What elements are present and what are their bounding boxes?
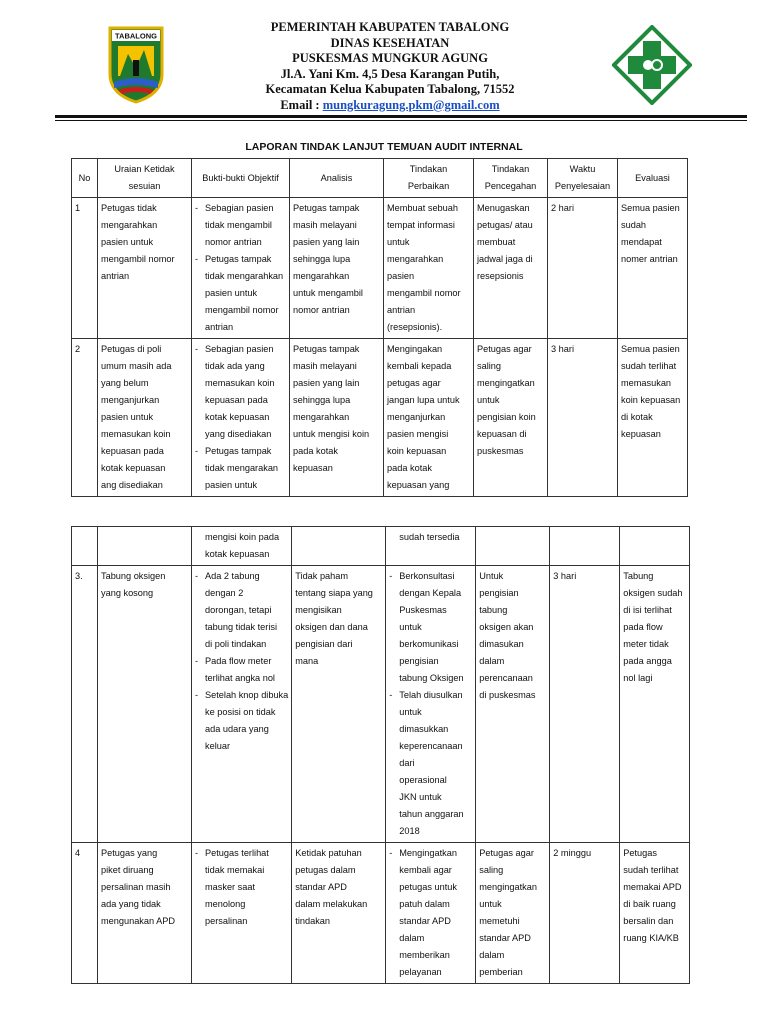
bullet-line: mengisi koin pada: [205, 532, 280, 542]
bullet-item: [195, 529, 288, 563]
cell-line: Petugas agar: [479, 848, 534, 858]
cell-line: mengisikan: [295, 605, 342, 615]
cell-line: petugas dalam: [295, 865, 356, 875]
cell-pencegahan: [474, 339, 548, 497]
cell-line: oksigen akan: [479, 622, 534, 632]
cell-line: Tabung: [623, 571, 654, 581]
audit-table-part-2: [71, 526, 690, 984]
bullet-line: petugas untuk: [399, 882, 457, 892]
cell-line: memasukan: [621, 378, 672, 388]
cell-line: pasien untuk: [101, 412, 154, 422]
col-header-waktu: Waktu Penyelesaian: [548, 159, 618, 198]
email-label: Email :: [280, 97, 323, 112]
cell-line: di baik ruang: [623, 899, 676, 909]
col-header-perbaikan: Tindakan Perbaikan: [384, 159, 474, 198]
cell-line: untuk: [387, 237, 410, 247]
letterhead-line: DINAS KESEHATAN: [330, 35, 450, 50]
cell-line: piket diruang: [101, 865, 154, 875]
cell-line: Menugaskan: [477, 203, 530, 213]
cell-line: kepuasan pada: [101, 446, 164, 456]
cell-perbaikan: [384, 198, 474, 339]
table-row: [72, 566, 690, 843]
cell-line: Petugas di poli: [101, 344, 162, 354]
bullet-line: antrian: [205, 322, 234, 332]
cell-line: ruang KIA/KB: [623, 933, 679, 943]
cell-line: Ketidak patuhan: [295, 848, 362, 858]
cell-line: kepuasan: [293, 463, 333, 473]
cell-uraian: [98, 339, 192, 497]
cell-line: mengarahkan: [293, 271, 350, 281]
cell-line: sudah: [621, 220, 647, 230]
letterhead-line: PUSKESMAS MUNGKUR AGUNG: [292, 51, 488, 65]
cell-line: mengingatkan: [479, 882, 537, 892]
cell-line: saling: [479, 865, 504, 875]
bullet-item: [195, 200, 286, 251]
bullet-line: mengambil nomor: [205, 305, 279, 315]
cell-line: mana: [295, 656, 319, 666]
bullet-line: Pada flow meter: [205, 656, 272, 666]
cell-line: dalam melakukan: [295, 899, 368, 909]
cell-uraian: [98, 566, 192, 843]
cell-line: sehingga lupa: [293, 254, 351, 264]
cell-uraian: [98, 198, 192, 339]
cell-line: meter tidak: [623, 639, 669, 649]
cell-line: di puskesmas: [479, 690, 536, 700]
letterhead-line: PEMERINTAH KABUPATEN TABALONG: [270, 20, 510, 34]
bullet-line: Petugas tampak: [205, 254, 272, 264]
cell-line: pasien yang lain: [293, 237, 360, 247]
cell-no: 3.: [72, 566, 98, 843]
bullet-dash: -: [195, 690, 199, 700]
cell-line: Petugas tidak: [101, 203, 157, 213]
bullet-line: untuk: [399, 622, 422, 632]
cell-waktu: 2 hari: [548, 198, 618, 339]
cell-line: umum masih ada: [101, 361, 172, 371]
cell-line: Petugas tampak: [293, 203, 360, 213]
cell-line: Tidak paham: [295, 571, 349, 581]
cell-line: sehingga lupa: [293, 395, 351, 405]
cell-line: kepuasan di: [477, 429, 527, 439]
cell-line: Petugas: [623, 848, 657, 858]
cell-uraian: [98, 843, 192, 984]
bullet-line: tabung tidak terisi: [205, 622, 278, 632]
cell-analisis: [292, 843, 386, 984]
cell-line: memetuhi: [479, 916, 520, 926]
bullet-line: tidak mengambil: [205, 220, 272, 230]
cell-bukti: [192, 527, 292, 566]
bullet-item: [195, 653, 288, 687]
bullet-line: pasien untuk: [205, 480, 258, 490]
tabalong-crest-logo: [106, 24, 166, 104]
bullet-line: kotak kepuasan: [205, 412, 270, 422]
col-header-pencegahan: Tindakan Pencegahan: [474, 159, 548, 198]
col-header-analisis: Analisis: [290, 159, 384, 198]
cell-line: pasien: [387, 271, 415, 281]
bullet-dash: -: [389, 848, 393, 858]
cell-line: jangan lupa untuk: [387, 395, 460, 405]
cell-analisis: [292, 566, 386, 843]
col-header-bukti: Bukti-bukti Objektif: [192, 159, 290, 198]
cell-line: Untuk: [479, 571, 504, 581]
cell-line: mengunakan APD: [101, 916, 176, 926]
cell-line: pengisian koin: [477, 412, 536, 422]
letterhead-rule-thick: [55, 115, 747, 118]
bullet-item: [195, 568, 288, 653]
cell-line: pada flow: [623, 622, 663, 632]
bullet-line: pelayanan: [399, 967, 442, 977]
cell-line: nol lagi: [623, 673, 653, 683]
bullet-line: tidak ada yang: [205, 361, 265, 371]
cell-pencegahan: [474, 198, 548, 339]
cell-line: mengarahkan: [101, 220, 158, 230]
col-header-uraian: Uraian Ketidak sesuian: [98, 159, 192, 198]
col-header-evaluasi: Evaluasi: [618, 159, 688, 198]
cell-line: perencanaan: [479, 673, 533, 683]
cell-line: mengingatkan: [477, 378, 535, 388]
cell-waktu: 3 hari: [548, 339, 618, 497]
cell-line: menganjurkan: [101, 395, 160, 405]
cell-line: koin kepuasan: [621, 395, 681, 405]
bullet-line: terlihat angka nol: [205, 673, 275, 683]
bullet-item: [195, 341, 286, 443]
cell-perbaikan: [386, 527, 476, 566]
cell-evaluasi: [618, 198, 688, 339]
cell-line: kembali kepada: [387, 361, 452, 371]
table-header-row: [72, 159, 688, 198]
cell-line: untuk: [477, 395, 500, 405]
cell-line: yang kosong: [101, 588, 154, 598]
cell-line: kepuasan yang: [387, 480, 450, 490]
cell-line: puskesmas: [477, 446, 524, 456]
cell-line: kepuasan: [621, 429, 661, 439]
bullet-dash: -: [195, 656, 199, 666]
bullet-line: dalam: [399, 933, 425, 943]
bullet-line: Berkonsultasi: [399, 571, 455, 581]
bullet-dash: -: [195, 344, 199, 354]
bullet-line: ke posisi on tidak: [205, 707, 276, 717]
bullet-dash: -: [389, 571, 393, 581]
cell-line: antrian: [101, 271, 130, 281]
cell-pencegahan: [476, 843, 550, 984]
bullet-line: Petugas terlihat: [205, 848, 269, 858]
bullet-line: Sebagian pasien: [205, 344, 274, 354]
cell-line: membuat: [477, 237, 516, 247]
bullet-line: nomor antrian: [205, 237, 262, 247]
cell-line: koin kepuasan: [387, 446, 447, 456]
bullet-item: [195, 687, 288, 755]
bullet-line: tahun anggaran: [399, 809, 464, 819]
cell-line: Mengingakan: [387, 344, 443, 354]
bullet-line: standar APD: [399, 916, 451, 926]
bullet-line: yang disediakan: [205, 429, 272, 439]
cell-evaluasi: [620, 527, 690, 566]
bullet-item: [389, 845, 472, 981]
cell-line: tentang siapa yang: [295, 588, 373, 598]
bullet-line: pasien untuk: [205, 288, 258, 298]
cell-line: ada yang tidak: [101, 899, 161, 909]
cell-line: di kotak: [621, 412, 653, 422]
cell-line: petugas/ atau: [477, 220, 533, 230]
cell-line: kotak kepuasan: [101, 463, 166, 473]
cell-line: pada kotak: [387, 463, 432, 473]
cell-evaluasi: [620, 566, 690, 843]
cell-line: sudah terlihat: [623, 865, 679, 875]
bullet-line: ada udara yang: [205, 724, 269, 734]
cell-perbaikan: [386, 566, 476, 843]
bullet-item: [389, 687, 472, 840]
letterhead-line: Jl.A. Yani Km. 4,5 Desa Karangan Putih,: [280, 66, 500, 81]
bullet-line: kembali agar: [399, 865, 452, 875]
table-row: [72, 198, 688, 339]
bullet-line: pengisian: [399, 656, 439, 666]
cell-perbaikan: [384, 339, 474, 497]
cell-bukti: [192, 566, 292, 843]
cell-line: Semua pasien: [621, 203, 680, 213]
document-title: LAPORAN TINDAK LANJUT TEMUAN AUDIT INTERNAL: [245, 141, 523, 153]
bullet-line: dorongan, tetapi: [205, 605, 272, 615]
bullet-line: dari: [399, 758, 415, 768]
cell-line: (resepsionis).: [387, 322, 443, 332]
cell-line: pada kotak: [293, 446, 338, 456]
cell-line: Petugas agar: [477, 344, 532, 354]
crest-text: TABALONG: [115, 31, 157, 41]
cell-line: tabung: [479, 605, 508, 615]
cell-line: memasukan koin: [101, 429, 171, 439]
cell-analisis: [290, 339, 384, 497]
puskesmas-logo: [612, 25, 692, 105]
bullet-item: [195, 251, 286, 336]
letterhead: [200, 20, 580, 113]
cell-line: masih melayani: [293, 361, 357, 371]
bullet-dash: -: [195, 848, 199, 858]
letterhead-rule-thin: [55, 120, 747, 121]
cell-perbaikan: [386, 843, 476, 984]
cell-line: mendapat: [621, 237, 662, 247]
cell-no: [72, 527, 98, 566]
cell-line: dimasukan: [479, 639, 524, 649]
cell-line: pemberian: [479, 967, 523, 977]
cell-line: jadwal jaga di: [477, 254, 533, 264]
cell-no: 4: [72, 843, 98, 984]
bullet-line: kepuasan pada: [205, 395, 268, 405]
bullet-line: Mengingatkan: [399, 848, 457, 858]
bullet-line: dimasukkan: [399, 724, 449, 734]
bullet-line: di poli tindakan: [205, 639, 267, 649]
cell-no: 2: [72, 339, 98, 497]
cell-line: oksigen dan dana: [295, 622, 368, 632]
cell-line: ang disediakan: [101, 480, 163, 490]
cell-evaluasi: [620, 843, 690, 984]
cell-line: pada angga: [623, 656, 672, 666]
cell-line: untuk mengisi koin: [293, 429, 370, 439]
bullet-dash: -: [389, 690, 393, 700]
cell-line: pasien mengisi: [387, 429, 449, 439]
cell-waktu: 2 minggu: [550, 843, 620, 984]
cell-line: Petugas yang: [101, 848, 158, 858]
cell-line: pengisian: [479, 588, 519, 598]
cell-line: mengambil nomor: [101, 254, 175, 264]
table-row: [72, 527, 690, 566]
cell-line: standar APD: [295, 882, 347, 892]
bullet-line: berkomunikasi: [399, 639, 459, 649]
bullet-dash: -: [195, 254, 199, 264]
audit-table-part-1: [71, 158, 688, 497]
bullet-line: tidak mengarakan: [205, 463, 279, 473]
bullet-line: Setelah knop dibuka: [205, 690, 289, 700]
bullet-item: [195, 443, 286, 494]
cell-line: nomor antrian: [293, 305, 350, 315]
bullet-line: Telah diusulkan: [399, 690, 463, 700]
cell-line: sudah terlihat: [621, 361, 677, 371]
letterhead-line: Kecamatan Kelua Kabupaten Tabalong, 71552: [265, 82, 515, 96]
cell-uraian: [98, 527, 192, 566]
cell-line: di isi terlihat: [623, 605, 672, 615]
cell-pencegahan: [476, 566, 550, 843]
bullet-line: Sebagian pasien: [205, 203, 274, 213]
cell-line: nomer antrian: [621, 254, 678, 264]
cell-line: persalinan masih: [101, 882, 171, 892]
cell-waktu: [550, 527, 620, 566]
bullet-line: tidak mengarahkan: [205, 271, 284, 281]
bullet-line: Petugas tampak: [205, 446, 272, 456]
bullet-line: patuh dalam: [399, 899, 450, 909]
bullet-line: tidak memakai: [205, 865, 265, 875]
bullet-line: kotak kepuasan: [205, 549, 270, 559]
cell-line: pasien untuk: [101, 237, 154, 247]
bullet-line: menolong: [205, 899, 246, 909]
bullet-line: 2018: [399, 826, 420, 836]
bullet-dash: -: [195, 446, 199, 456]
cell-line: antrian: [387, 305, 416, 315]
bullet-line: masker saat: [205, 882, 256, 892]
bullet-line: dengan 2: [205, 588, 244, 598]
email-link[interactable]: mungkuragung.pkm@gmail.com: [322, 97, 500, 112]
cell-line: saling: [477, 361, 502, 371]
bullet-line: operasional: [399, 775, 447, 785]
bullet-item: [195, 845, 288, 930]
cell-evaluasi: [618, 339, 688, 497]
bullet-line: dengan Kepala: [399, 588, 462, 598]
cell-line: menganjurkan: [387, 412, 446, 422]
cell-line: untuk: [479, 899, 502, 909]
cell-line: Semua pasien: [621, 344, 680, 354]
cell-line: oksigen sudah: [623, 588, 683, 598]
cell-line: mengambil nomor: [387, 288, 461, 298]
table-row: [72, 843, 690, 984]
cell-line: Tabung oksigen: [101, 571, 166, 581]
cell-line: yang belum: [101, 378, 149, 388]
cell-line: standar APD: [479, 933, 531, 943]
cell-pencegahan: [476, 527, 550, 566]
bullet-line: Ada 2 tabung: [205, 571, 260, 581]
bullet-line: tabung Oksigen: [399, 673, 464, 683]
cell-line: tindakan: [295, 916, 331, 926]
bullet-item: [389, 568, 472, 687]
bullet-line: keluar: [205, 741, 231, 751]
bullet-dash: -: [195, 203, 199, 213]
cell-bukti: [192, 843, 292, 984]
bullet-line: Puskesmas: [399, 605, 447, 615]
cell-line: pengisian dari: [295, 639, 353, 649]
cell-bukti: [192, 198, 290, 339]
cell-line: Petugas tampak: [293, 344, 360, 354]
cell-line: bersalin dan: [623, 916, 674, 926]
cell-analisis: [292, 527, 386, 566]
cell-line: tempat informasi: [387, 220, 455, 230]
cell-line: petugas agar: [387, 378, 441, 388]
cell-line: dalam: [479, 656, 505, 666]
bullet-dash: -: [195, 571, 199, 581]
cell-line: untuk mengambil: [293, 288, 363, 298]
table-row: [72, 339, 688, 497]
col-header-no: No: [72, 159, 98, 198]
cell-line: masih melayani: [293, 220, 357, 230]
cell-line: Membuat sebuah: [387, 203, 458, 213]
cell-line: pasien yang lain: [293, 378, 360, 388]
cell-line: mengarahkan: [293, 412, 350, 422]
cell-line: resepsionis: [477, 271, 524, 281]
email-line: [200, 98, 580, 114]
cell-analisis: [290, 198, 384, 339]
cell-line: mengarahkan: [387, 254, 444, 264]
cell-bukti: [192, 339, 290, 497]
bullet-line: JKN untuk: [399, 792, 442, 802]
bullet-line: memberikan: [399, 950, 450, 960]
cell-waktu: 3 hari: [550, 566, 620, 843]
bullet-item: [389, 529, 472, 546]
bullet-line: keperencanaan: [399, 741, 463, 751]
bullet-line: memasukan koin: [205, 378, 275, 388]
bullet-line: untuk: [399, 707, 422, 717]
bullet-line: sudah tersedia: [399, 532, 460, 542]
cell-line: memakai APD: [623, 882, 682, 892]
cell-no: 1: [72, 198, 98, 339]
bullet-line: persalinan: [205, 916, 248, 926]
cell-line: dalam: [479, 950, 505, 960]
